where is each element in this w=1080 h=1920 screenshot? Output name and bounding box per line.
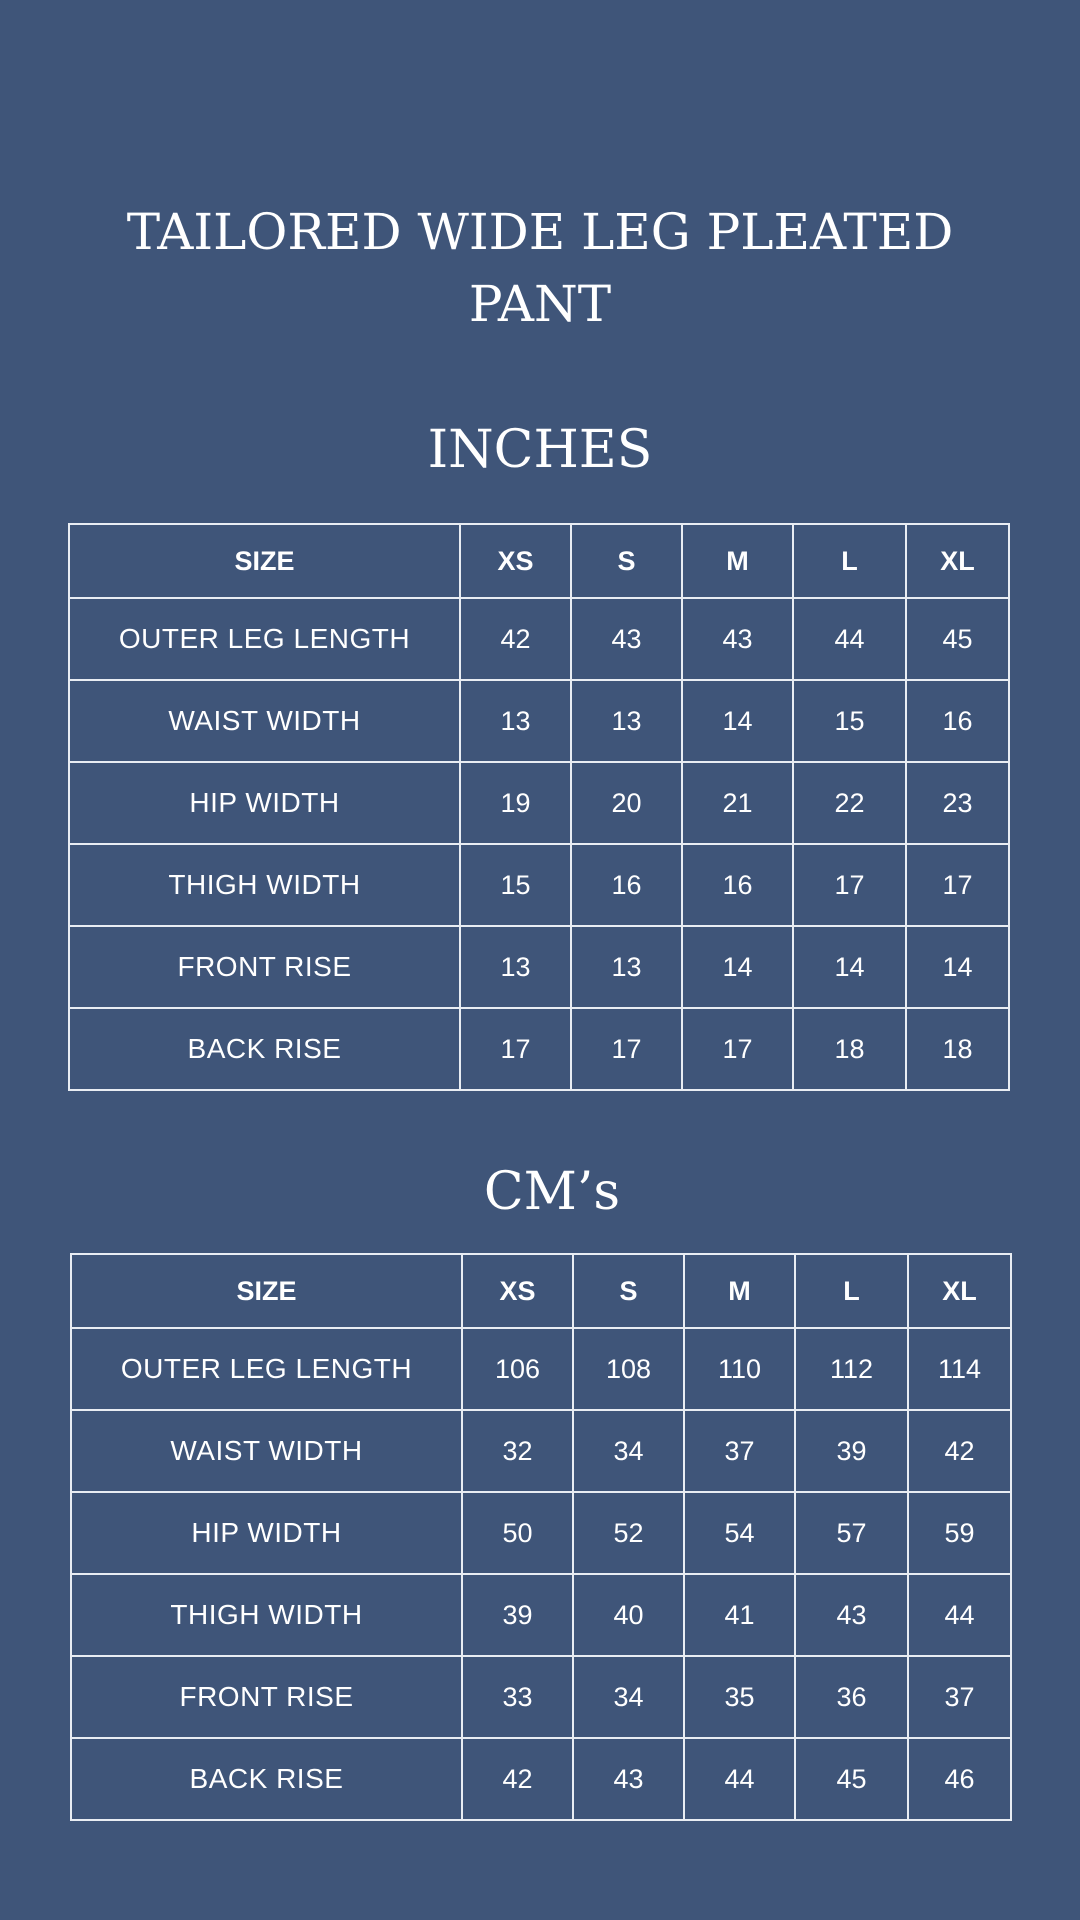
table-cell: 110: [684, 1328, 795, 1410]
table-cell: 44: [684, 1738, 795, 1820]
table-cell: 112: [795, 1328, 908, 1410]
table-cell: 43: [571, 598, 682, 680]
table-header-row: [69, 524, 1009, 598]
table-cell: 42: [462, 1738, 573, 1820]
table-cell: 42: [908, 1410, 1011, 1492]
column-header: SIZE: [71, 1254, 462, 1328]
table-cell: 46: [908, 1738, 1011, 1820]
table-cell: 23: [906, 762, 1009, 844]
table-cell: 13: [571, 926, 682, 1008]
table-cell: 37: [684, 1410, 795, 1492]
table-header-row: [71, 1254, 1011, 1328]
row-label: OUTER LEG LENGTH: [69, 598, 460, 680]
table-cell: 17: [460, 1008, 571, 1090]
table-cell: 15: [793, 680, 906, 762]
table-cell: 13: [571, 680, 682, 762]
table-cell: 14: [682, 680, 793, 762]
table-row: [71, 1574, 1011, 1656]
cms-heading: CM’s: [483, 1162, 621, 1222]
column-header: M: [682, 524, 793, 598]
table-cell: 19: [460, 762, 571, 844]
row-label: THIGH WIDTH: [71, 1574, 462, 1656]
column-header: SIZE: [69, 524, 460, 598]
table-cell: 42: [460, 598, 571, 680]
table-cell: 54: [684, 1492, 795, 1574]
column-header: XS: [462, 1254, 573, 1328]
table-cell: 34: [573, 1656, 684, 1738]
table-row: [69, 926, 1009, 1008]
table-cell: 20: [571, 762, 682, 844]
table-cell: 32: [462, 1410, 573, 1492]
inches-size-table: [68, 523, 1010, 1091]
table-cell: 21: [682, 762, 793, 844]
table-cell: 17: [906, 844, 1009, 926]
row-label: WAIST WIDTH: [69, 680, 460, 762]
table-cell: 106: [462, 1328, 573, 1410]
table-cell: 17: [682, 1008, 793, 1090]
column-header: XL: [906, 524, 1009, 598]
table-row: [71, 1328, 1011, 1410]
table-row: [71, 1738, 1011, 1820]
table-cell: 44: [908, 1574, 1011, 1656]
table-row: [69, 844, 1009, 926]
table-cell: 34: [573, 1410, 684, 1492]
table-cell: 18: [793, 1008, 906, 1090]
table-cell: 45: [906, 598, 1009, 680]
table-cell: 15: [460, 844, 571, 926]
table-cell: 17: [571, 1008, 682, 1090]
table-cell: 13: [460, 680, 571, 762]
table-cell: 14: [793, 926, 906, 1008]
cms-size-table: [70, 1253, 1012, 1821]
column-header: S: [571, 524, 682, 598]
table-cell: 40: [573, 1574, 684, 1656]
table-row: [71, 1656, 1011, 1738]
table-cell: 16: [906, 680, 1009, 762]
table-cell: 14: [682, 926, 793, 1008]
table-cell: 33: [462, 1656, 573, 1738]
table-cell: 39: [462, 1574, 573, 1656]
table-row: [71, 1410, 1011, 1492]
column-header: XS: [460, 524, 571, 598]
column-header: L: [795, 1254, 908, 1328]
table-cell: 36: [795, 1656, 908, 1738]
table-cell: 41: [684, 1574, 795, 1656]
table-cell: 13: [460, 926, 571, 1008]
table-cell: 14: [906, 926, 1009, 1008]
row-label: HIP WIDTH: [69, 762, 460, 844]
column-header: M: [684, 1254, 795, 1328]
row-label: FRONT RISE: [69, 926, 460, 1008]
table-cell: 16: [571, 844, 682, 926]
row-label: WAIST WIDTH: [71, 1410, 462, 1492]
column-header: XL: [908, 1254, 1011, 1328]
column-header: L: [793, 524, 906, 598]
table-cell: 50: [462, 1492, 573, 1574]
table-cell: 108: [573, 1328, 684, 1410]
table-cell: 17: [793, 844, 906, 926]
page-title: TAILORED WIDE LEG PLEATED PANT: [126, 203, 954, 333]
table-row: [69, 1008, 1009, 1090]
column-header: S: [573, 1254, 684, 1328]
row-label: THIGH WIDTH: [69, 844, 460, 926]
row-label: BACK RISE: [71, 1738, 462, 1820]
table-cell: 45: [795, 1738, 908, 1820]
table-cell: 43: [573, 1738, 684, 1820]
table-row: [71, 1492, 1011, 1574]
row-label: OUTER LEG LENGTH: [71, 1328, 462, 1410]
table-cell: 22: [793, 762, 906, 844]
table-row: [69, 598, 1009, 680]
row-label: FRONT RISE: [71, 1656, 462, 1738]
table-row: [69, 762, 1009, 844]
table-cell: 57: [795, 1492, 908, 1574]
table-cell: 18: [906, 1008, 1009, 1090]
table-cell: 44: [793, 598, 906, 680]
table-cell: 37: [908, 1656, 1011, 1738]
table-cell: 43: [795, 1574, 908, 1656]
inches-heading: INCHES: [427, 420, 653, 480]
table-cell: 39: [795, 1410, 908, 1492]
table-cell: 59: [908, 1492, 1011, 1574]
table-cell: 114: [908, 1328, 1011, 1410]
row-label: HIP WIDTH: [71, 1492, 462, 1574]
table-cell: 35: [684, 1656, 795, 1738]
row-label: BACK RISE: [69, 1008, 460, 1090]
table-cell: 52: [573, 1492, 684, 1574]
table-row: [69, 680, 1009, 762]
table-cell: 43: [682, 598, 793, 680]
table-cell: 16: [682, 844, 793, 926]
